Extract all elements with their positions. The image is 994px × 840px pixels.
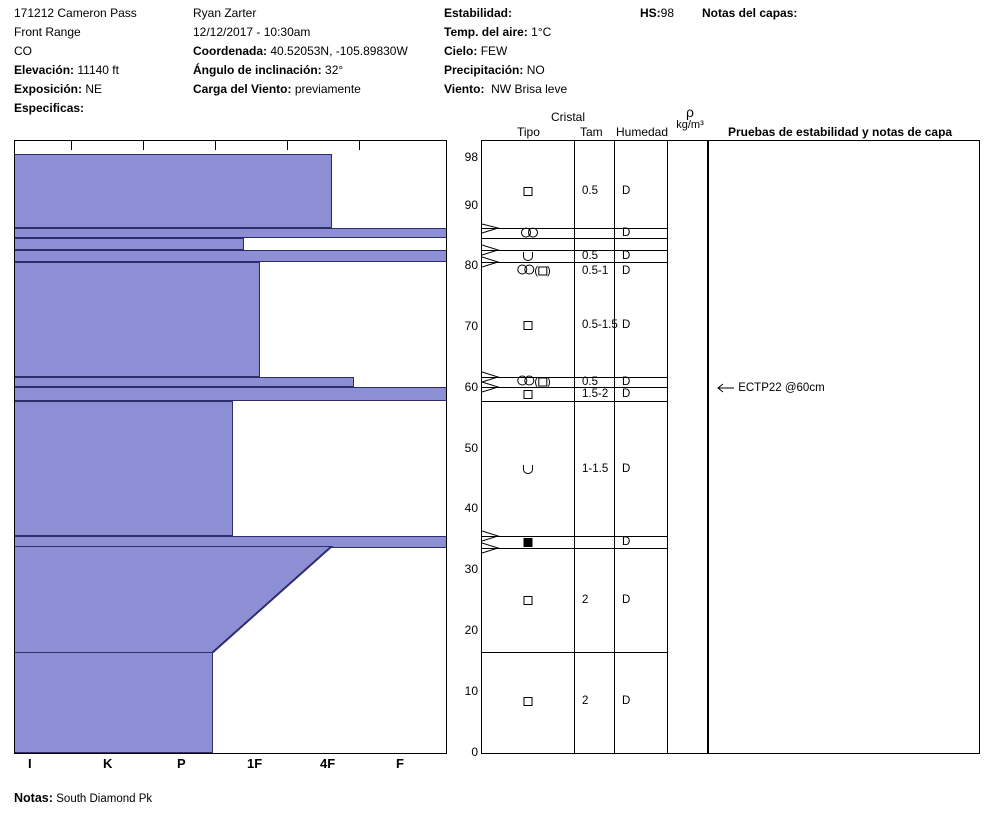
grain-symbol-cup bbox=[523, 249, 533, 263]
footer-notes-value: South Diamond Pk bbox=[56, 793, 153, 805]
wind-value: NW Brisa leve bbox=[491, 82, 568, 96]
layer-connector-lines bbox=[482, 141, 522, 753]
grain-moisture: D bbox=[622, 250, 631, 262]
stability-tests-notes-box bbox=[708, 140, 980, 754]
precip-value: NO bbox=[526, 63, 545, 77]
arrow-left-icon bbox=[717, 383, 735, 393]
sky-row bbox=[444, 42, 640, 61]
grain-symbol-cup bbox=[523, 462, 533, 476]
hardness-tick-k bbox=[71, 141, 72, 150]
grain-symbol-square bbox=[524, 593, 533, 607]
stability-test-label: ECTP22 @60cm bbox=[738, 382, 825, 394]
precip-row bbox=[444, 61, 640, 80]
hardness-tick-f bbox=[359, 141, 360, 150]
hardness-profile-plot bbox=[14, 140, 447, 754]
density-column bbox=[668, 140, 708, 754]
layer-notes-row bbox=[702, 4, 992, 23]
air-temp-row bbox=[444, 23, 640, 42]
site-name-row bbox=[14, 4, 194, 23]
aspect-value: NE bbox=[85, 82, 103, 96]
state-name: CO bbox=[14, 44, 32, 58]
header-column-hs bbox=[640, 4, 700, 23]
wind-row bbox=[444, 80, 640, 99]
grain-symbol-square bbox=[524, 387, 533, 401]
layer-bar bbox=[14, 154, 332, 228]
footer-notes-label: Notas: bbox=[14, 791, 53, 805]
header-block bbox=[0, 0, 994, 115]
layer-notes-label: Notas del capas: bbox=[702, 6, 798, 20]
wind-loading-value: previamente bbox=[294, 82, 361, 96]
crystal-group-header: Cristal bbox=[551, 110, 586, 124]
air-temp-label: Temp. del aire: bbox=[444, 25, 528, 39]
hardness-tick-1f bbox=[215, 141, 216, 150]
elevation-row bbox=[14, 61, 194, 80]
hardness-tick-p bbox=[143, 141, 144, 150]
hardness-tick-4f bbox=[287, 141, 288, 150]
grain-size: 2 bbox=[582, 594, 589, 606]
hardness-label-i: I bbox=[28, 756, 32, 771]
depth-tick-20: 20 bbox=[464, 623, 478, 637]
depth-tick-60: 60 bbox=[464, 380, 478, 394]
layer-bar-tapered bbox=[14, 546, 354, 653]
stability-row bbox=[444, 4, 640, 23]
grain-symbol-square bbox=[524, 184, 533, 198]
grain-size: 0.5-1 bbox=[582, 265, 609, 277]
hs-label: HS: bbox=[640, 6, 661, 20]
aspect-label: Exposición: bbox=[14, 82, 83, 96]
grain-symbol-square bbox=[524, 694, 533, 708]
depth-tick-30: 30 bbox=[464, 562, 478, 576]
header-column-layer-notes bbox=[702, 4, 992, 23]
grain-moisture: D bbox=[622, 319, 631, 331]
depth-tick-50: 50 bbox=[464, 441, 478, 455]
observer-name: Ryan Zarter bbox=[193, 6, 257, 20]
grain-size: 2 bbox=[582, 695, 589, 707]
grain-col-divider-type-size bbox=[574, 141, 575, 753]
specifics-row bbox=[14, 99, 194, 118]
depth-tick-98: 98 bbox=[464, 150, 478, 164]
grain-symbol-double-circle-square: ( ) bbox=[517, 265, 550, 278]
depth-tick-40: 40 bbox=[464, 501, 478, 515]
aspect-row bbox=[14, 80, 194, 99]
layer-bar bbox=[14, 652, 213, 753]
grain-symbol-filled-square bbox=[524, 535, 533, 549]
grain-size: 1.5-2 bbox=[582, 388, 609, 400]
region-row bbox=[14, 23, 194, 42]
header-column-weather bbox=[444, 4, 640, 99]
observer-row bbox=[193, 4, 445, 23]
footer-notes bbox=[14, 791, 152, 805]
grain-moisture: D bbox=[622, 185, 631, 197]
layer-bar bbox=[14, 401, 233, 536]
grain-moisture: D bbox=[622, 463, 631, 475]
sky-label: Cielo: bbox=[444, 44, 478, 58]
grain-moisture: D bbox=[622, 265, 631, 277]
grain-moisture: D bbox=[622, 388, 631, 400]
hardness-label-f: F bbox=[396, 756, 404, 771]
slope-angle-value: 32° bbox=[325, 63, 344, 77]
grain-size: 0.5 bbox=[582, 185, 598, 197]
grain-moisture: D bbox=[622, 227, 631, 239]
grain-symbol-double-circle-square: ( ) bbox=[517, 376, 550, 389]
header-column-site bbox=[14, 4, 194, 118]
layer-bar bbox=[14, 228, 447, 238]
grain-table bbox=[481, 140, 668, 754]
grain-size: 1-1.5 bbox=[582, 463, 609, 475]
density-symbol: ρ bbox=[686, 104, 694, 120]
slope-angle-row bbox=[193, 61, 445, 80]
specifics-label: Especificas: bbox=[14, 101, 85, 115]
layer-bar bbox=[14, 377, 354, 387]
region-name: Front Range bbox=[14, 25, 81, 39]
grain-col-divider-size-moisture bbox=[614, 141, 615, 753]
density-header bbox=[660, 106, 720, 132]
coordinates-value: 40.52053N, -105.89830W bbox=[270, 44, 408, 58]
depth-tick-80: 80 bbox=[464, 258, 478, 272]
stability-label: Estabilidad: bbox=[444, 6, 513, 20]
layer-bar bbox=[14, 238, 244, 250]
site-name: 171212 Cameron Pass bbox=[14, 6, 137, 20]
density-units: kg/m³ bbox=[676, 119, 704, 131]
depth-tick-10: 10 bbox=[464, 684, 478, 698]
precip-label: Precipitación: bbox=[444, 63, 524, 77]
datetime-value: 12/12/2017 - 10:30am bbox=[193, 25, 311, 39]
size-header: Tam bbox=[580, 125, 603, 139]
elevation-value: 11140 ft bbox=[77, 63, 119, 77]
grain-moisture: D bbox=[622, 376, 631, 388]
grain-size: 0.5-1.5 bbox=[582, 319, 618, 331]
hs-row bbox=[640, 4, 700, 23]
hardness-label-p: P bbox=[177, 756, 186, 771]
wind-label: Viento: bbox=[444, 82, 485, 96]
depth-tick-90: 90 bbox=[464, 198, 478, 212]
coordinates-label: Coordenada: bbox=[193, 44, 268, 58]
wind-loading-label: Carga del Viento: bbox=[193, 82, 292, 96]
depth-axis bbox=[447, 140, 480, 759]
air-temp-value: 1°C bbox=[531, 25, 552, 39]
layer-bar bbox=[14, 250, 447, 262]
hardness-label-4f: 4F bbox=[320, 756, 336, 771]
hardness-label-k: K bbox=[103, 756, 113, 771]
hardness-label-1f: 1F bbox=[247, 756, 263, 771]
type-header: Tipo bbox=[517, 125, 540, 139]
depth-tick-0: 0 bbox=[471, 745, 478, 759]
layer-bar bbox=[14, 262, 260, 377]
moisture-header: Humedad bbox=[616, 125, 669, 139]
grain-moisture: D bbox=[622, 594, 631, 606]
wind-loading-row bbox=[193, 80, 445, 99]
grain-size: 0.5 bbox=[582, 376, 598, 388]
grain-symbol-double-circle bbox=[521, 226, 535, 241]
grain-size: 0.5 bbox=[582, 250, 598, 262]
coordinates-row bbox=[193, 42, 445, 61]
slope-angle-label: Ángulo de inclinación: bbox=[193, 63, 322, 77]
datetime-row bbox=[193, 23, 445, 42]
grain-moisture: D bbox=[622, 695, 631, 707]
stability-test-annotation bbox=[717, 382, 825, 394]
layer-bar bbox=[14, 387, 447, 401]
elevation-label: Elevación: bbox=[14, 63, 75, 77]
header-column-observer bbox=[193, 4, 445, 99]
depth-tick-70: 70 bbox=[464, 319, 478, 333]
sky-value: FEW bbox=[480, 44, 508, 58]
hs-value: 98 bbox=[660, 6, 675, 20]
state-row bbox=[14, 42, 194, 61]
grain-moisture: D bbox=[622, 536, 631, 548]
grain-symbol-square bbox=[524, 318, 533, 332]
notes-header: Pruebas de estabilidad y notas de capa bbox=[728, 125, 953, 139]
